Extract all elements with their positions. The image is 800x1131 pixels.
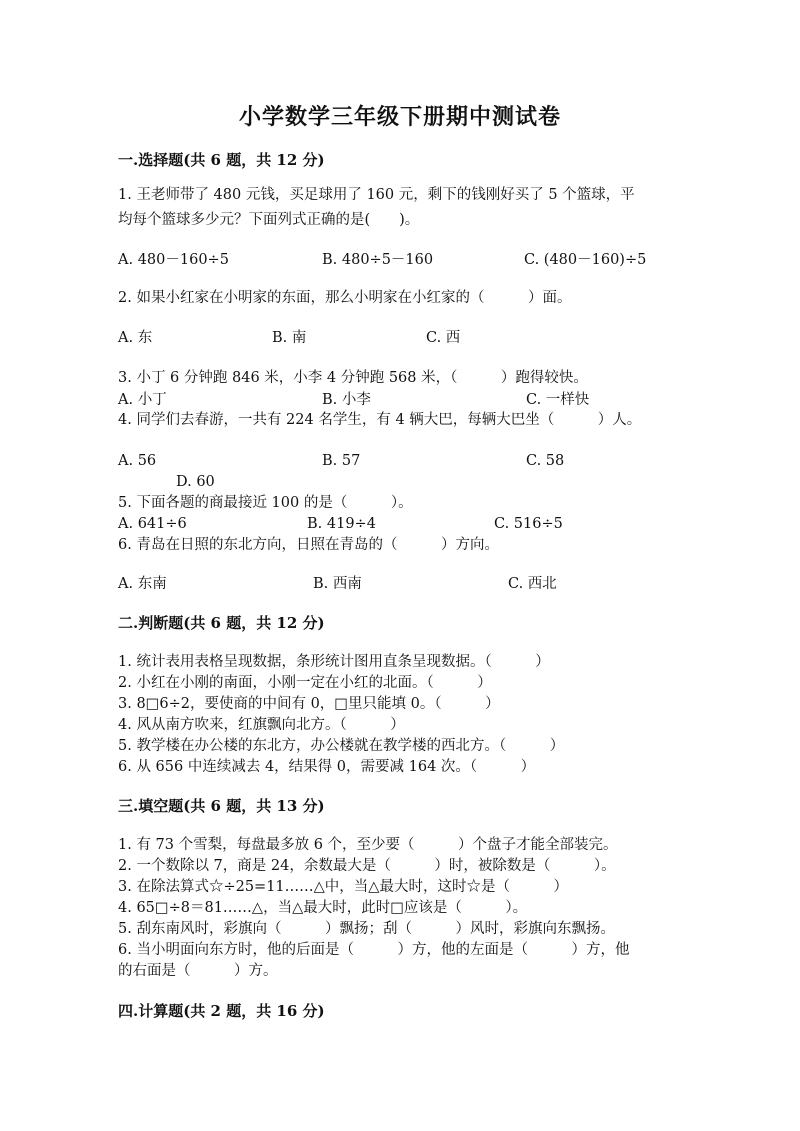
question-stem: 6. 青岛在日照的东北方向，日照在青岛的（ ）方向。: [118, 537, 499, 553]
option-b: B. 480÷5－160: [322, 252, 434, 268]
question-stem: 5. 下面各题的商最接近 100 的是（ ）。: [118, 495, 413, 511]
option-b: B. 小李: [322, 392, 371, 408]
option-c: C. 58: [526, 453, 565, 469]
list-item: 5. 教学楼在办公楼的东北方，办公楼就在教学楼的西北方。（ ）: [118, 738, 565, 754]
section-heading-calculation: 四.计算题(共 2 题，共 16 分): [118, 1002, 325, 1020]
list-item: 6. 当小明面向东方时，他的后面是（ ）方，他的左面是（ ）方，他: [118, 942, 630, 958]
option-a: A. 东南: [118, 576, 167, 592]
option-b: B. 419÷4: [307, 516, 376, 532]
list-item: 5. 刮东南风时，彩旗向（ ）飘扬；刮（ ）风时，彩旗向东飘扬。: [118, 921, 615, 937]
option-a: A. 小丁: [118, 392, 167, 408]
option-b: B. 西南: [313, 576, 362, 592]
option-a: A. 56: [118, 453, 157, 469]
list-item: 4. 65□÷8＝81……△，当△最大时，此时□应该是（ ）。: [118, 900, 528, 916]
option-c: C. 516÷5: [494, 516, 563, 532]
option-b: B. 南: [272, 330, 307, 346]
option-c: C. (480－160)÷5: [524, 252, 647, 268]
list-item: 的右面是（ ）方。: [118, 963, 278, 979]
option-d: D. 60: [176, 474, 215, 490]
section-heading-fill: 三.填空题(共 6 题，共 13 分): [118, 797, 325, 815]
question-stem: 2. 如果小红家在小明家的东面，那么小明家在小红家的（ ）面。: [118, 290, 572, 306]
option-a: A. 641÷6: [118, 516, 187, 532]
list-item: 3. 8□6÷2，要使商的中间有 0，□里只能填 0。（ ）: [118, 696, 500, 712]
option-a: A. 东: [118, 330, 153, 346]
list-item: 6. 从 656 中连续减去 4，结果得 0，需要减 164 次。（ ）: [118, 759, 536, 775]
option-c: C. 西: [426, 330, 461, 346]
question-stem: 4. 同学们去春游，一共有 224 名学生，有 4 辆大巴，每辆大巴坐（ ）人。: [118, 412, 642, 428]
list-item: 1. 统计表用表格呈现数据，条形统计图用直条呈现数据。（ ）: [118, 654, 550, 670]
question-stem: 均每个篮球多少元？下面列式正确的是( )。: [118, 212, 420, 228]
question-stem: 3. 小丁 6 分钟跑 846 米，小李 4 分钟跑 568 米，（ ）跑得较快。: [118, 370, 588, 386]
list-item: 2. 小红在小刚的南面，小刚一定在小红的北面。（ ）: [118, 675, 492, 691]
question-stem: 1. 王老师带了 480 元钱，买足球用了 160 元，剩下的钱刚好买了 5 个篮球，平: [118, 187, 635, 203]
section-heading-choice: 一.选择题(共 6 题，共 12 分): [118, 151, 325, 169]
list-item: 1. 有 73 个雪梨，每盘最多放 6 个，至少要（ ）个盘子才能全部装完。: [118, 837, 618, 853]
option-c: C. 西北: [508, 576, 557, 592]
page-title: 小学数学三年级下册期中测试卷: [238, 104, 561, 130]
option-c: C. 一样快: [526, 392, 590, 408]
list-item: 2. 一个数除以 7，商是 24，余数最大是（ ）时，被除数是（ ）。: [118, 858, 616, 874]
list-item: 3. 在除法算式☆÷25=11……△中，当△最大时，这时☆是（ ）: [118, 879, 568, 895]
option-a: A. 480－160÷5: [118, 252, 229, 268]
list-item: 4. 风从南方吹来，红旗飘向北方。（ ）: [118, 717, 405, 733]
section-heading-judgment: 二.判断题(共 6 题，共 12 分): [118, 614, 325, 632]
option-b: B. 57: [322, 453, 361, 469]
